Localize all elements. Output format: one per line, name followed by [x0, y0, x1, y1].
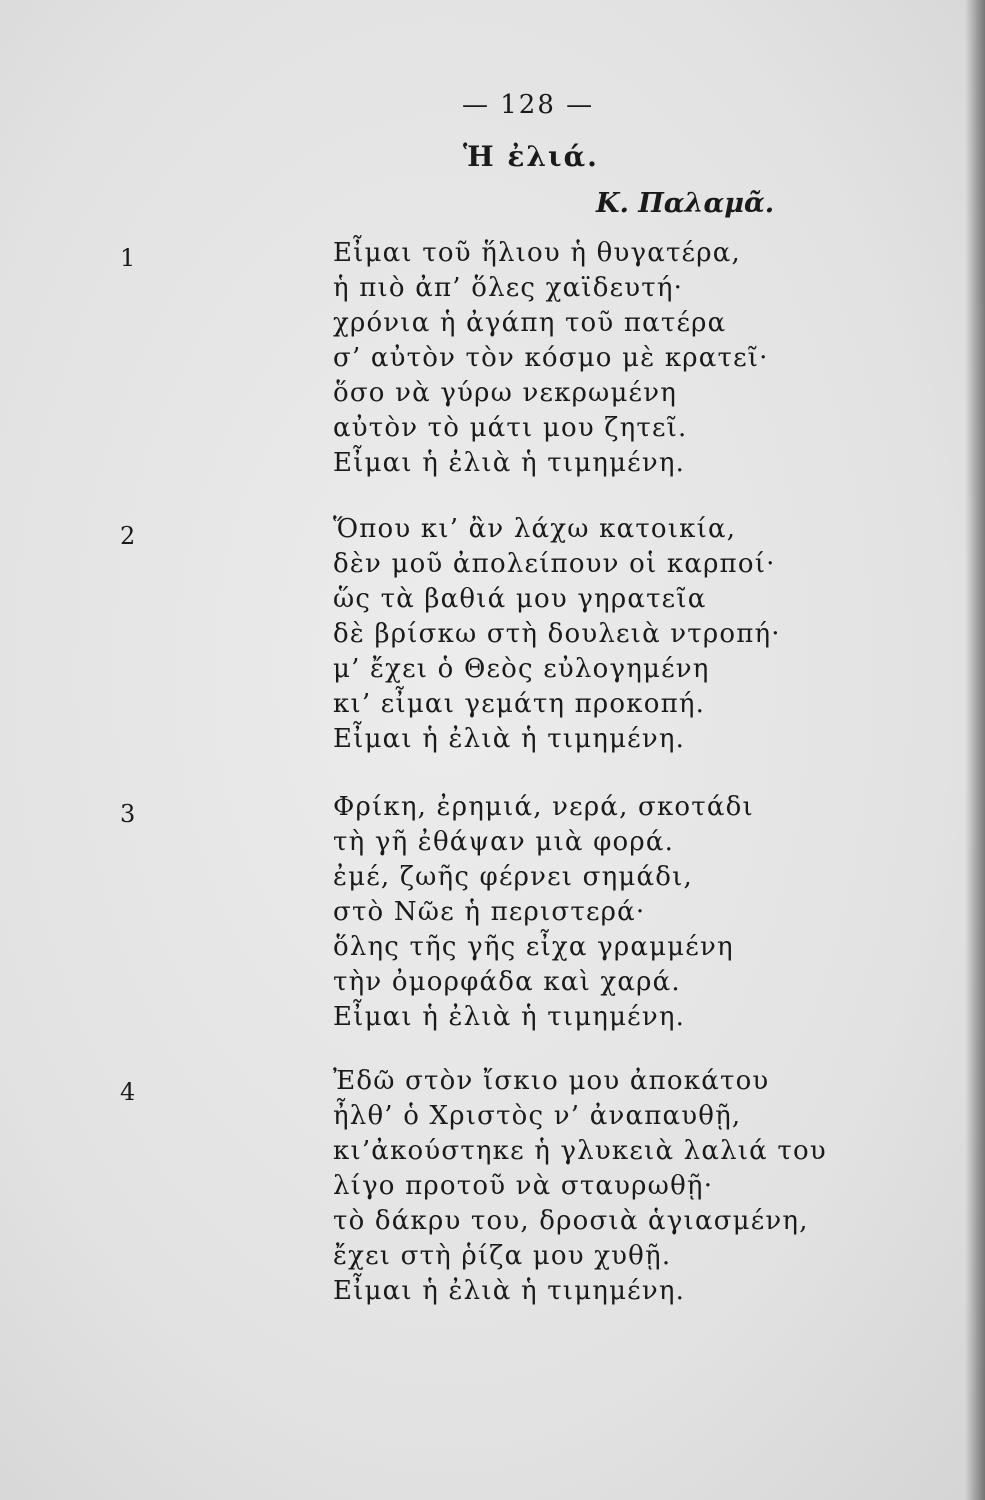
stanza-number: 3: [120, 800, 136, 828]
poem-line: αὐτὸν τὸ μάτι μου ζητεῖ.: [333, 413, 688, 443]
poem-line: λίγο προτοῦ νὰ σταυρωθῇ·: [333, 1171, 714, 1201]
stanza-number: 2: [120, 522, 136, 550]
stanza-number: 4: [120, 1078, 136, 1106]
stanza: [333, 1064, 827, 1309]
poem-title: Ἡ ἐλιά.: [463, 140, 599, 173]
poem-line: τὴ γῆ ἐθάψαν μιὰ φορά.: [333, 827, 675, 857]
poem-line: δὲ βρίσκω στὴ δουλειὰ ντροπή·: [333, 619, 781, 649]
poem-line: τὸ δάκρυ του, δροσιὰ ἁγιασμένη,: [333, 1206, 809, 1236]
poem-line: τὴν ὀμορφάδα καὶ χαρά.: [333, 967, 681, 997]
stanza: [333, 236, 803, 481]
poem-line: Ὅπου κι’ ἂν λάχω κατοικία,: [333, 514, 737, 544]
poem-line: ἡ πιὸ ἀπ’ ὅλες χαϊδευτή·: [333, 273, 684, 303]
poem-line: Φρίκη, ἐρημιά, νερά, σκοτάδι: [333, 792, 754, 822]
stanza: [333, 790, 803, 1035]
poem-line: στὸ Νῶε ἡ περιστερά·: [333, 897, 646, 927]
poem-line: ὅσο νὰ γύρω νεκρωμένη: [333, 378, 678, 408]
poem-line: μ’ ἔχει ὁ Θεὸς εὐλογημένη: [333, 654, 710, 684]
poem-line: κι’ἀκούστηκε ἡ γλυκειὰ λαλιά του: [333, 1136, 827, 1166]
poem-line: ἦλθ’ ὁ Χριστὸς ν’ ἀναπαυθῇ,: [333, 1101, 742, 1131]
poem-line: ὥς τὰ βαθιά μου γηρατεῖα: [333, 584, 707, 614]
poem-line: ὅλης τῆς γῆς εἶχα γραμμένη: [333, 932, 734, 962]
poem-refrain: Εἶμαι ἡ ἐλιὰ ἡ τιμημένη.: [333, 1276, 686, 1306]
poem-line: Ἐδῶ στὸν ἴσκιο μου ἀποκάτου: [333, 1066, 770, 1096]
poem-line: κι’ εἶμαι γεμάτη προκοπή.: [333, 689, 706, 719]
page-edge-shadow: [965, 0, 985, 1500]
page-number: — 128 —: [462, 90, 595, 120]
poem-author: Κ. Παλαμᾶ.: [596, 188, 775, 219]
poem-line: Εἶμαι τοῦ ἥλιου ἡ θυγατέρα,: [333, 238, 741, 268]
poem-refrain: Εἶμαι ἡ ἐλιὰ ἡ τιμημένη.: [333, 1002, 686, 1032]
stanza-number: 1: [120, 244, 136, 272]
poem-line: χρόνια ἡ ἀγάπη τοῦ πατέρα: [333, 308, 727, 338]
poem-line: ἐμέ, ζωῆς φέρνει σημάδι,: [333, 862, 693, 892]
poem-refrain: Εἶμαι ἡ ἐλιὰ ἡ τιμημένη.: [333, 724, 686, 754]
poem-line: δὲν μοῦ ἀπολείπουν οἱ καρποί·: [333, 549, 776, 579]
poem-refrain: Εἶμαι ἡ ἐλιὰ ἡ τιμημένη.: [333, 448, 686, 478]
stanza: [333, 512, 803, 757]
poem-line: ἔχει στὴ ῥίζα μου χυθῇ.: [333, 1241, 672, 1271]
poem-line: σ’ αὐτὸν τὸν κόσμο μὲ κρατεῖ·: [333, 343, 769, 373]
